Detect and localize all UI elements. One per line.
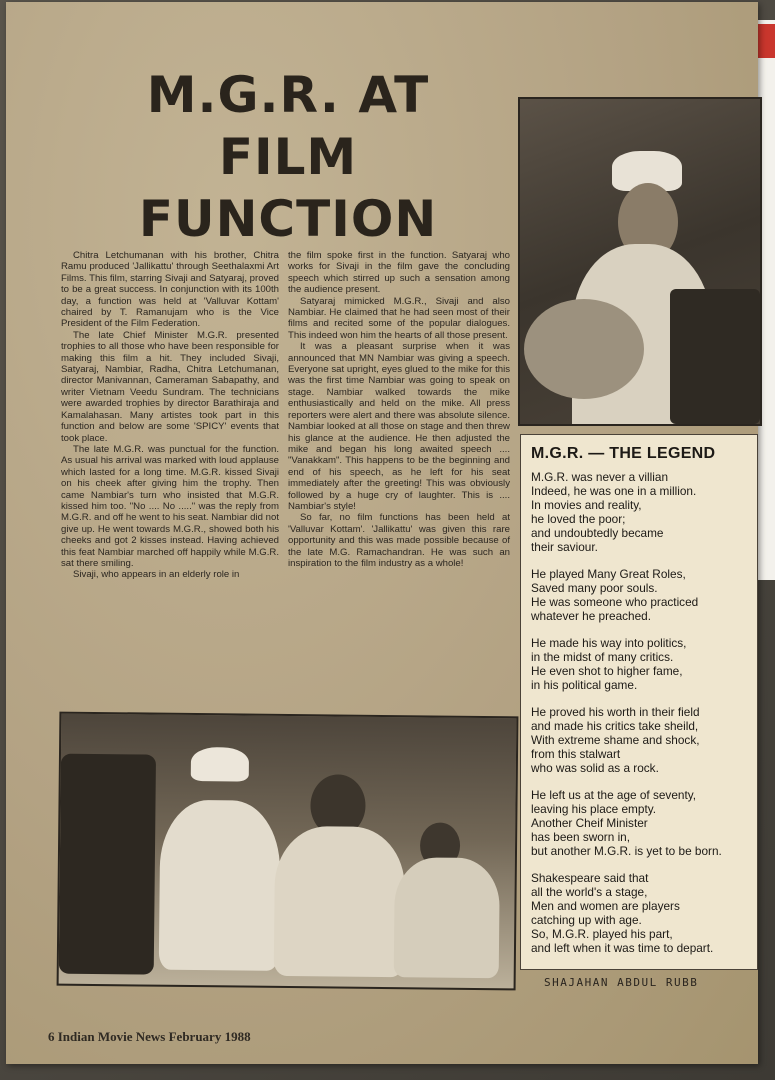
poem-byline: SHAJAHAN ABDUL RUBB xyxy=(544,976,699,989)
title-line: FUNCTION xyxy=(138,190,438,248)
poem-stanza xyxy=(531,567,751,623)
title-line: FILM xyxy=(218,128,358,186)
poem-line: and undoubtedly became xyxy=(531,526,664,540)
poem-line: whatever he preached. xyxy=(531,609,652,623)
photo-figure xyxy=(159,800,281,971)
poem-box xyxy=(520,434,758,970)
poem-stanza xyxy=(531,871,751,955)
page-footer: 6 Indian Movie News February 1988 xyxy=(48,1029,251,1044)
paragraph: Chitra Letchumanan with his brother, Chitra Ramu produced 'Jallikattu' through Seethalaxmi Art Films. This film, starring Sivaji and Satyaraj, proved to be a great success. In conjunction with its 100th day, a function was held at 'Valluvar Kottam' chaired by T. Ramanujam who is the Vice President of the Film Federation. xyxy=(61,250,279,330)
poem-line: and made his critics take sheild, xyxy=(531,719,699,733)
photo-figure xyxy=(670,289,760,424)
article-column-1 xyxy=(61,250,279,581)
title-line: M.G.R. AT xyxy=(146,66,430,124)
poem-line: Shakespeare said that xyxy=(531,871,649,885)
poem-line: and left when it was time to depart. xyxy=(531,941,714,955)
poem-line: Another Cheif Minister xyxy=(531,816,648,830)
poem-line: their saviour. xyxy=(531,540,598,554)
paragraph: Satyaraj mimicked M.G.R., Sivaji and also Nambiar. He claimed that he had seen most of their films and recited some of the popular dialogues. This indeed won him the hearts of all those present. xyxy=(288,295,510,341)
poem-line: from this stalwart xyxy=(531,747,621,761)
article-column-2 xyxy=(288,250,510,569)
paragraph: So far, no film functions has been held at 'Valluvar Kottam'. 'Jallikattu' was given this rare opportunity and this was made possible because of the late M.G. Ramachandran. He was such an inspiration to the film industry as a whole! xyxy=(288,512,510,569)
poem-line: leaving his place empty. xyxy=(531,802,657,816)
magazine-page xyxy=(6,2,758,1064)
poem-stanza xyxy=(531,470,751,554)
photo-figure xyxy=(274,826,406,977)
paragraph: The late Chief Minister M.G.R. presented trophies to all those who have been responsible for making this film a hit. They included Sivaji, Satyaraj, Nambiar, Radha, Chitra Letchumanan, director Manivannan, Cameraman Sabapathy, and writer Vietnam Veedu Sundram. The technicians were awarded trophies by director Barathiraja and Kamalahasan. Many artistes took part in this function and below are some 'SPICY' events that took place. xyxy=(61,329,279,444)
poem-line: With extreme shame and shock, xyxy=(531,733,700,747)
poem-line: Indeed, he was one in a million. xyxy=(531,484,697,498)
red-paper-edge xyxy=(757,24,775,58)
poem-line: He proved his worth in their field xyxy=(531,705,700,719)
poem-stanza xyxy=(531,705,751,775)
photo-guests-seated xyxy=(57,712,519,991)
poem-line: he loved the poor; xyxy=(531,512,626,526)
poem-line: He left us at the age of seventy, xyxy=(531,788,697,802)
poem-line: who was solid as a rock. xyxy=(531,761,659,775)
poem-line: He was someone who practiced xyxy=(531,595,699,609)
poem-line: Saved many poor souls. xyxy=(531,581,658,595)
photo-figure xyxy=(191,747,249,782)
poem-line: M.G.R. was never a villian xyxy=(531,470,669,484)
poem-line: Men and women are players xyxy=(531,899,680,913)
poem-line: in the midst of many critics. xyxy=(531,650,674,664)
poem-title: M.G.R. — THE LEGEND xyxy=(531,445,716,462)
page-title xyxy=(98,64,478,250)
photo-speaker-at-podium xyxy=(518,97,762,426)
paragraph: It was a pleasant surprise when it was announced that MN Nambiar was giving a speech. Everyone sat upright, eyes glued to the mike for this was the first time Nambiar was going to speak on stage. Nambiar walked towards the mike enthusiastically and held on the mike. All press reporters were alert and there was absolute silence. Nambiar looked at all those on stage and then threw his glance at the audience. He then adjusted the mike and began his long awaited speech .... "Vanakkam". This happens to be the beginning and end of his speech, as he left for his seat immediately after the greeting! This was obviously followed by a huge cry of laughter. This is .... Nambiar's style! xyxy=(288,341,510,512)
paragraph: Sivaji, who appears in an elderly role in xyxy=(73,569,240,581)
poem-line: in his political game. xyxy=(531,678,638,692)
poem-line: So, M.G.R. played his part, xyxy=(531,927,673,941)
poem-line: He played Many Great Roles, xyxy=(531,567,686,581)
poem-line: but another M.G.R. is yet to be born. xyxy=(531,844,722,858)
poem-stanza xyxy=(531,636,751,692)
poem-line: In movies and reality, xyxy=(531,498,642,512)
paragraph: The late M.G.R. was punctual for the function. As usual his arrival was marked with loud applause which lasted for a long time. M.G.R. kissed Sivaji on his cheek after giving him the trophy. Then came Nambiar's turn who insisted that M.G.R. kissed him too. "No .... No ....." was the reply from M.G.R. and off he went to his seat. Nambiar did not give up. He went towards M.G.R., showed both his cheeks and got 2 kisses instead. Having achieved this feat Nambiar marched off happily while M.G.R. sat there smiling. xyxy=(61,443,279,569)
photo-figure xyxy=(394,857,500,978)
poem-line: catching up with age. xyxy=(531,913,642,927)
poem-stanza xyxy=(531,788,751,858)
poem-line: all the world's a stage, xyxy=(531,885,648,899)
photo-figure xyxy=(524,299,644,399)
poem-line: has been sworn in, xyxy=(531,830,631,844)
photo-figure xyxy=(59,754,156,975)
poem-line: He made his way into politics, xyxy=(531,636,687,650)
paragraph: the film spoke first in the function. Satyaraj who works for Sivaji in the film gave the concluding speech which stirred up such a sensation among the audience present. xyxy=(288,250,510,296)
poem-line: He even shot to higher fame, xyxy=(531,664,683,678)
